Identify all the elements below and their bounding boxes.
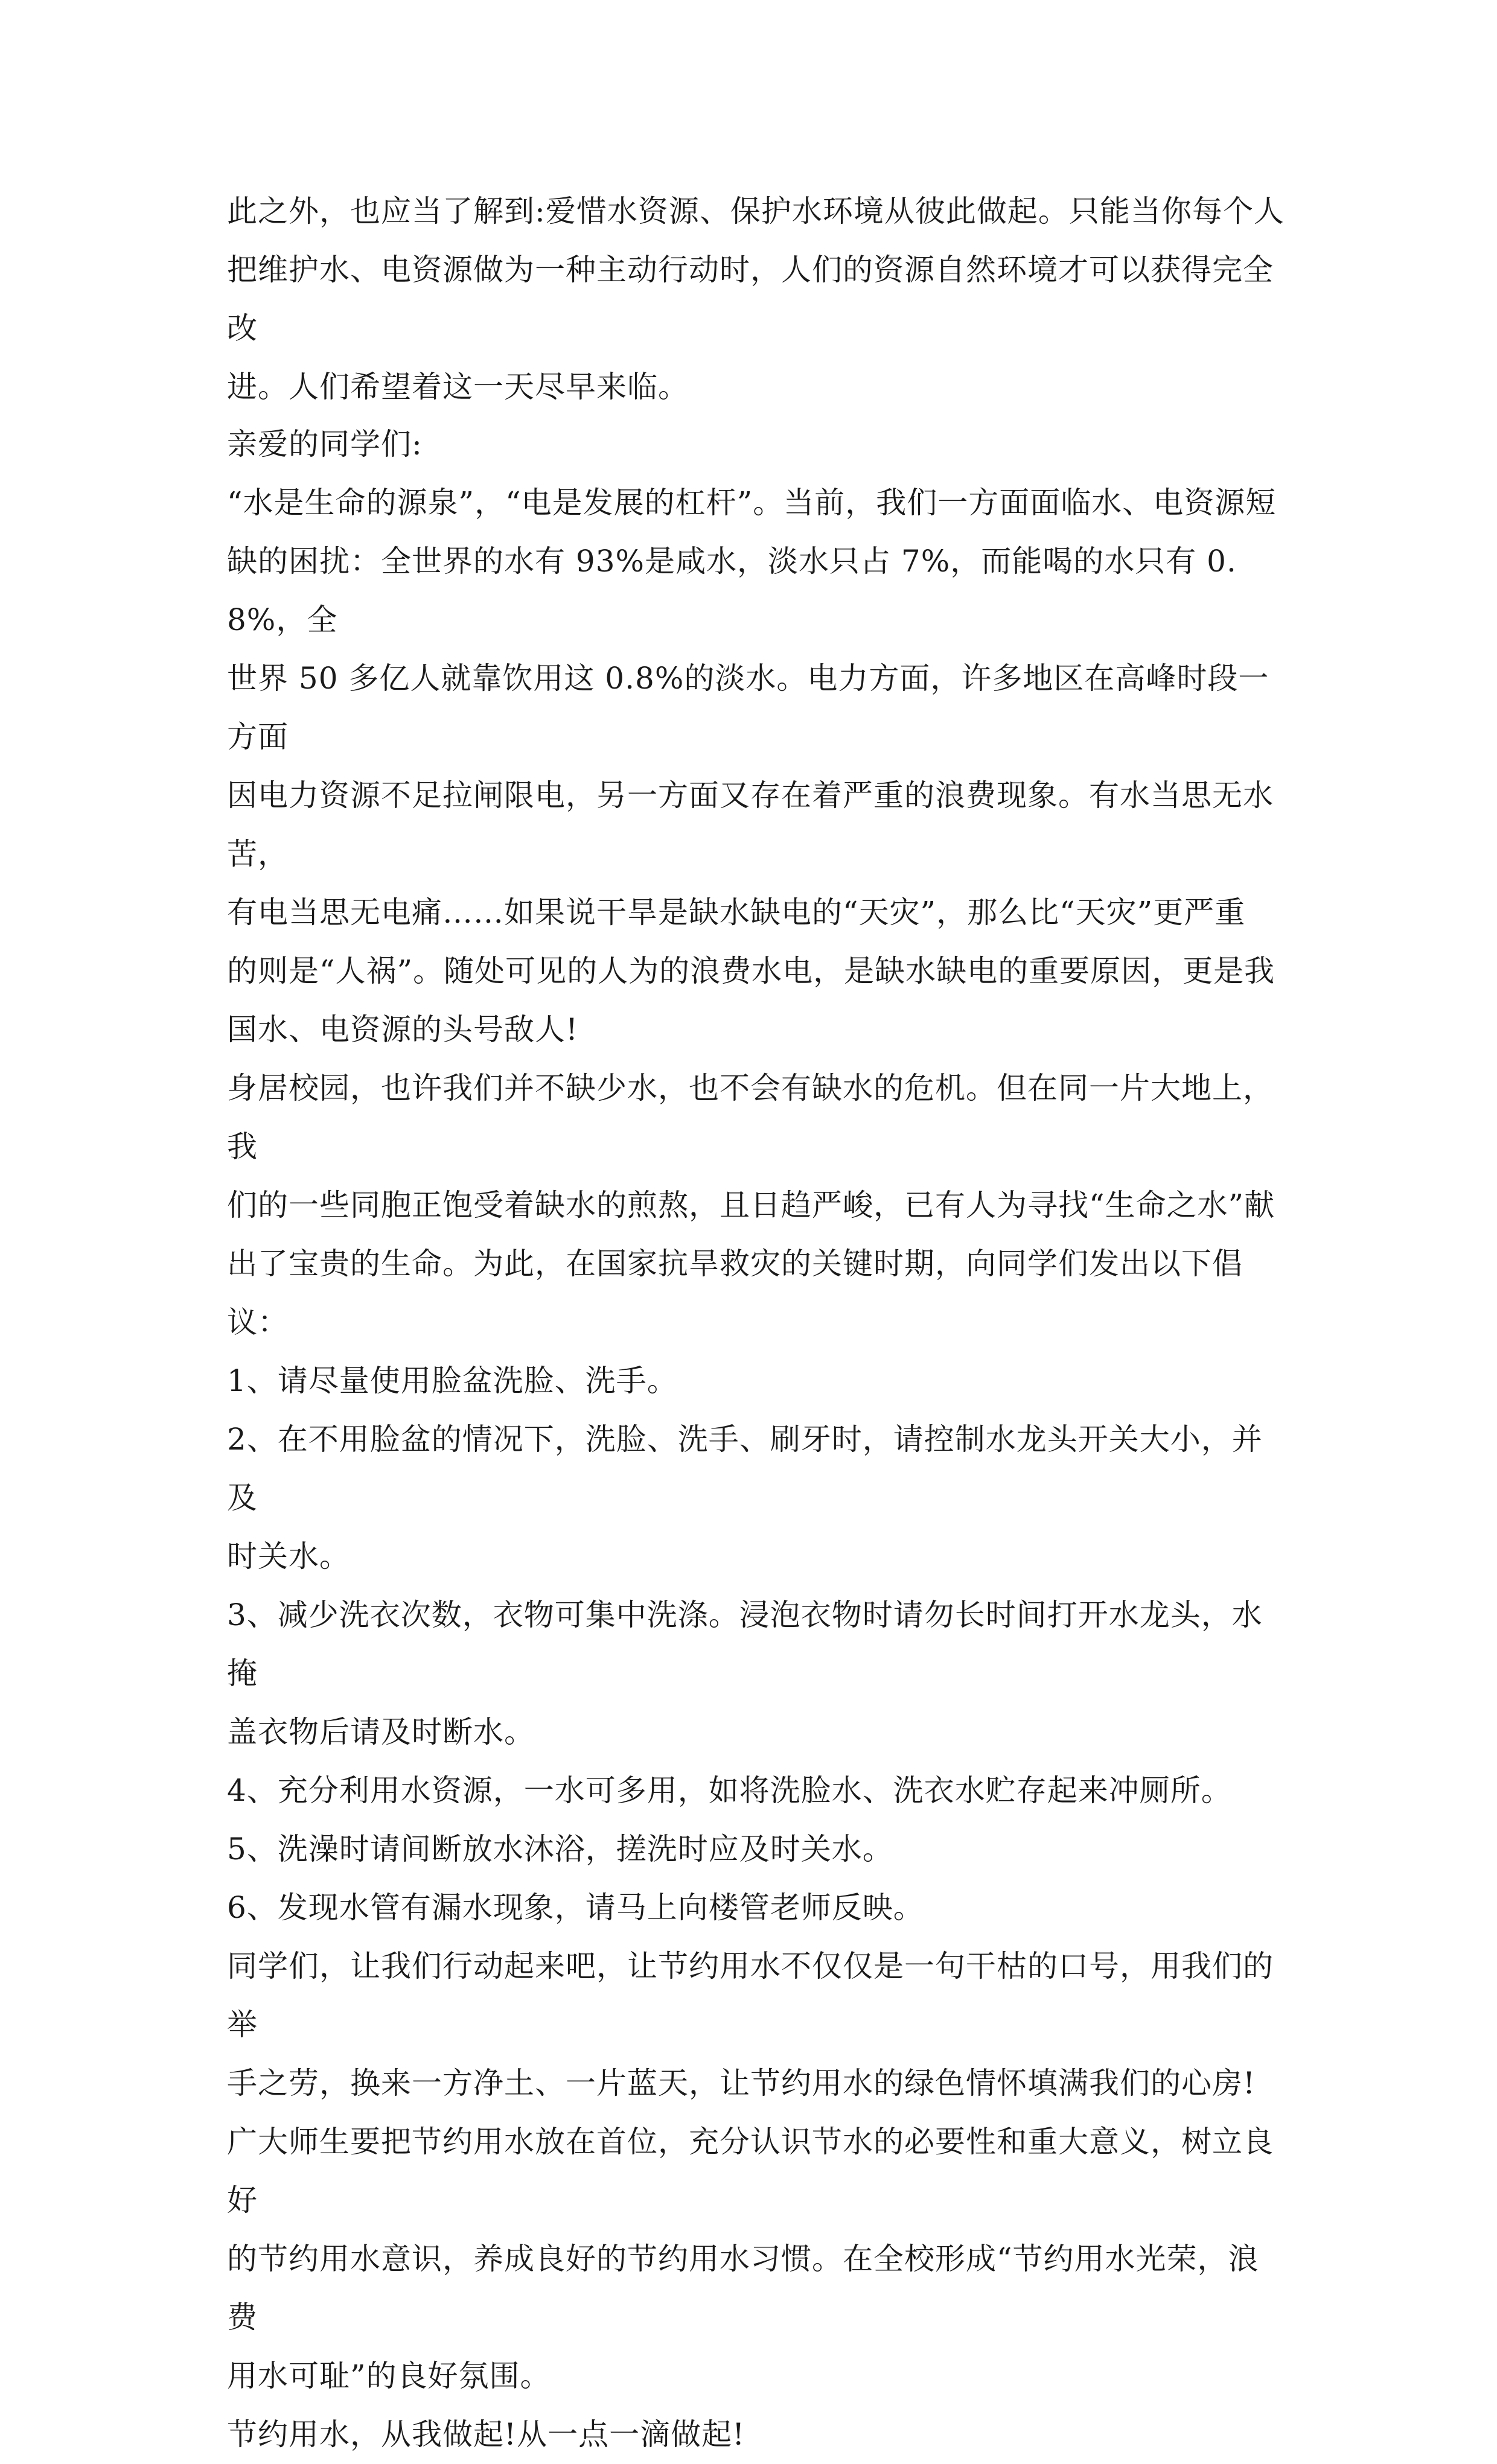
proposal-body xyxy=(227,415,1289,2464)
text-line: 盖衣物后请及时断水。 xyxy=(227,1714,535,1749)
closing-slogan: 节约用水，从我做起!从一点一滴做起! xyxy=(227,2417,745,2452)
list-item-4: 4、充分利用水资源，一水可多用，如将洗脸水、洗衣水贮存起来冲厕所。 xyxy=(227,1773,1232,1808)
text-line: 缺的困扰：全世界的水有 93%是咸水，淡水只占 7%，而能喝的水只有 0.8%，全 xyxy=(227,544,1237,637)
text-line: 把维护水、电资源做为一种主动行动时，人们的资源自然环境才可以获得完全改 xyxy=(227,252,1274,346)
intro-paragraph xyxy=(227,182,1289,416)
text-line: “水是生命的源泉”，“电是发展的杠杆”。当前，我们一方面面临水、电资源短 xyxy=(227,485,1277,520)
text-line: 时关水。 xyxy=(227,1539,350,1574)
text-line: 的则是“人祸”。随处可见的人为的浪费水电，是缺水缺电的重要原因，更是我 xyxy=(227,953,1275,988)
text-line: 出了宝贵的生命。为此，在国家抗旱救灾的关键时期，向同学们发出以下倡议： xyxy=(227,1246,1243,1340)
text-line: 有电当思无电痛……如果说干旱是缺水缺电的“天灾”，那么比“天灾”更严重 xyxy=(227,895,1246,930)
text-line: 世界 50 多亿人就靠饮用这 0.8%的淡水。电力方面，许多地区在高峰时段一方面 xyxy=(227,661,1269,754)
list-item-1: 1、请尽量使用脸盆洗脸、洗手。 xyxy=(227,1363,678,1398)
text-line: 因电力资源不足拉闸限电，另一方面又存在着严重的浪费现象。有水当思无水苦， xyxy=(227,778,1274,871)
text-line: 们的一些同胞正饱受着缺水的煎熬，且日趋严峻，已有人为寻找“生命之水”献 xyxy=(227,1188,1275,1223)
text-line: 同学们，让我们行动起来吧，让节约用水不仅仅是一句干枯的口号，用我们的举 xyxy=(227,1949,1274,2042)
text-line: 的节约用水意识，养成良好的节约用水习惯。在全校形成“节约用水光荣，浪费 xyxy=(227,2241,1259,2335)
salutation: 亲爱的同学们: xyxy=(227,427,423,462)
text-line: 国水、电资源的头号敌人! xyxy=(227,1012,579,1047)
text-line: 用水可耻”的良好氛围。 xyxy=(227,2358,551,2393)
list-item-6: 6、发现水管有漏水现象，请马上向楼管老师反映。 xyxy=(227,1890,924,1925)
text-line: 进。人们希望着这一天尽早来临。 xyxy=(227,369,689,404)
text-line: 此之外，也应当了解到:爱惜水资源、保护水环境从彼此做起。只能当你每个人 xyxy=(227,194,1285,229)
list-item-2: 2、在不用脸盆的情况下，洗脸、洗手、刷牙时，请控制水龙头开关大小，并及 xyxy=(227,1422,1263,1515)
text-line: 手之劳，换来一方净土、一片蓝天，让节约用水的绿色情怀填满我们的心房! xyxy=(227,2066,1256,2101)
list-item-5: 5、洗澡时请间断放水沐浴，搓洗时应及时关水。 xyxy=(227,1832,893,1867)
text-line: 广大师生要把节约用水放在首位，充分认识节水的必要性和重大意义，树立良好 xyxy=(227,2124,1274,2218)
list-item-3: 3、减少洗衣次数，衣物可集中洗涤。浸泡衣物时请勿长时间打开水龙头，水掩 xyxy=(227,1597,1263,1691)
text-line: 身居校园，也许我们并不缺少水，也不会有缺水的危机。但在同一片大地上，我 xyxy=(227,1071,1274,1164)
